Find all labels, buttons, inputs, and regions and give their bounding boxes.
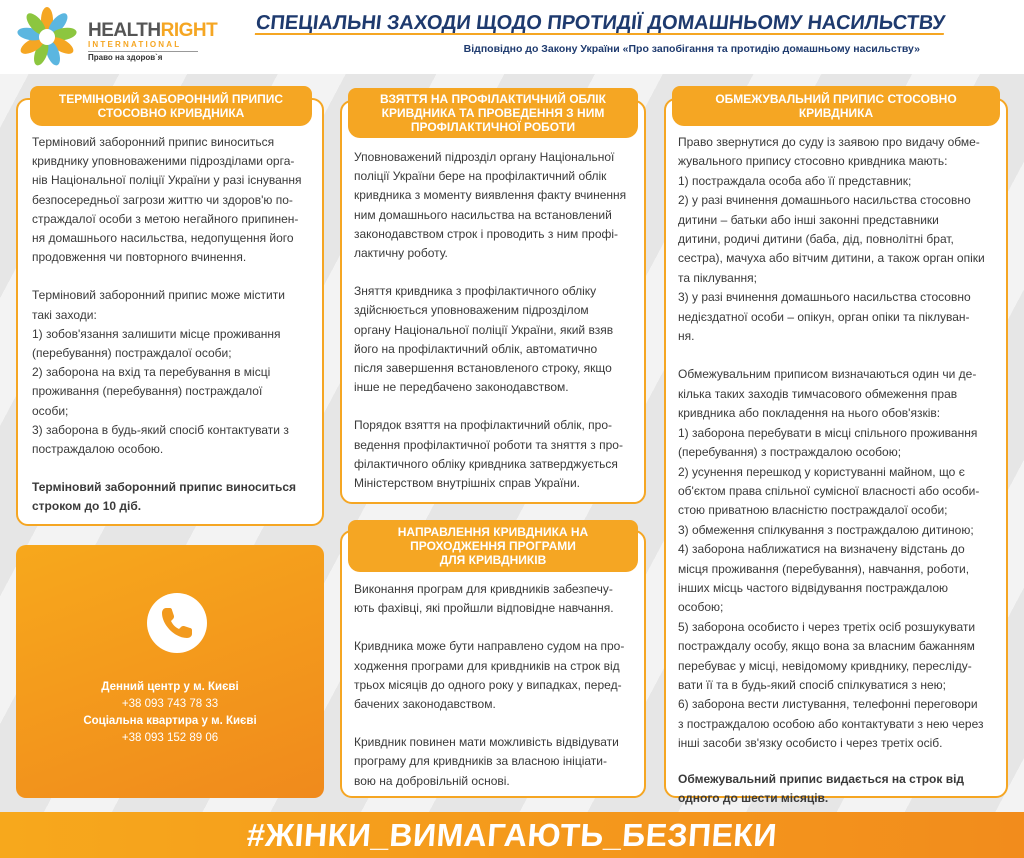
page-subtitle: Відповідно до Закону України «Про запобігання та протидію домашньому насильству» — [463, 43, 920, 55]
text-line: Обмежувальним приписом визначаються один чи де- — [678, 367, 977, 382]
text-line: Кривдника може бути направлено судом на про- — [354, 639, 625, 654]
page-title: СПЕЦІАЛЬНІ ЗАХОДИ ЩОДО ПРОТИДІЇ ДОМАШНЬОМУ НАСИЛЬСТВУ — [254, 12, 947, 34]
text-line: 2) усунення перешкод у користуванні майном, що є — [678, 464, 965, 479]
text-line: інші засоби зв'язку особисто і через третіх осіб. — [678, 736, 943, 751]
text-line: ведення профілактичної роботи та зняття з про- — [354, 437, 623, 452]
card-restrictive-order-body — [678, 133, 994, 808]
text-line: ним домашнього насильства на встановлений — [354, 207, 612, 222]
text-line: законодавством строк і проводить з ним профі- — [354, 226, 619, 241]
paragraph-bold — [32, 478, 312, 516]
social-flat-phone[interactable]: +38 093 152 89 06 — [121, 732, 219, 744]
title-line: КРИВДНИКА — [798, 106, 874, 120]
text-line: жувального припису стосовно кривдника мають: — [678, 154, 948, 169]
text-line: після завершення встановленого строку, якщо — [354, 361, 612, 376]
text-line: поліції України бере на профілактичний облік — [354, 169, 607, 184]
text-line: місця проживання (перебування), навчання, роботи, — [678, 561, 970, 576]
text-line: Уповноважений підрозділ органу Національної — [354, 150, 615, 164]
card-urgent-order-title — [30, 86, 312, 126]
paragraph — [354, 580, 636, 618]
text-line: та піклування; — [678, 270, 757, 285]
text-line: такі заходи: — [32, 307, 97, 322]
hands-logo-icon — [14, 6, 80, 68]
card-preventive-registration-body — [354, 148, 636, 493]
phone-icon — [146, 592, 208, 654]
text-line: постраждалою особою. — [32, 442, 164, 457]
text-line: особи; — [32, 403, 69, 418]
text-line: Порядок взяття на профілактичний облік, про- — [354, 418, 612, 433]
text-line: особою; — [678, 600, 724, 615]
paragraph — [678, 365, 994, 753]
text-line: (перебування) з постраждалою особою; — [678, 445, 902, 460]
text-line: страждалої особи з метою негайного припинен- — [32, 211, 299, 226]
text-line: кривдника з моменту виявлення факту вчинення — [354, 188, 627, 203]
text-line: Терміновий заборонний припис може містити — [32, 288, 285, 303]
contact-text — [16, 679, 324, 747]
footer-banner — [0, 812, 1024, 858]
header — [0, 0, 1024, 74]
title-line: ПРОХОДЖЕННЯ ПРОГРАМИ — [410, 539, 576, 553]
logo-international: INTERNATIONAL — [88, 40, 182, 49]
paragraph — [32, 286, 312, 459]
text-line: 6) заборона вести листування, телефонні переговори — [678, 697, 978, 712]
text-line: проживання (перебування) постраждалої — [32, 384, 263, 399]
text-line: кілька таких заходів тимчасового обмеження прав — [678, 386, 958, 401]
paragraph — [354, 148, 636, 263]
text-line: об'єктом права спільної сумісної власності або особи- — [678, 483, 980, 498]
text-line: програму для кривдників за власною ініціати- — [354, 754, 607, 769]
text-line: ходження програми для кривдників на строк від — [354, 658, 620, 673]
text-line: вати її та в будь-який спосіб спілкуватися з нею; — [678, 677, 946, 692]
logo-right: RIGHT — [160, 20, 218, 41]
day-center-phone[interactable]: +38 093 743 78 33 — [121, 698, 219, 710]
text-line: кривдника або покладення на нього обов'язків: — [678, 406, 941, 421]
healthright-logo — [88, 20, 218, 62]
text-line: кривднику уповноваженими підрозділами орга- — [32, 154, 295, 169]
contact-panel — [16, 545, 324, 798]
text-line: трьох місяців до одного року у випадках, перед- — [354, 677, 622, 692]
paragraph — [354, 733, 636, 791]
text-line: здійснюється уповноваженим підрозділом — [354, 303, 589, 318]
text-line: Терміновий заборонний припис виноситься — [32, 135, 275, 149]
text-line: ня. — [678, 329, 695, 344]
text-line: інше не передбачено законодавством. — [354, 380, 569, 395]
title-line: ТЕРМІНОВИЙ ЗАБОРОННИЙ ПРИПИС — [58, 92, 284, 106]
paragraph — [354, 416, 636, 493]
text-line: Терміновий заборонний припис виноситься — [32, 480, 297, 495]
text-line: продовження чи повторного вчинення. — [32, 250, 247, 265]
text-line: (перебування) постраждалої особи; — [32, 346, 232, 361]
text-line: дитини – батьки або інші законні представники — [678, 212, 939, 227]
text-line: недієздатної особи – опікун, орган опіки та піклуван- — [678, 309, 970, 324]
card-abuser-program-title — [348, 520, 638, 572]
text-line: ня домашнього насильства, недопущення його — [32, 231, 294, 246]
text-line: строком до 10 діб. — [32, 499, 142, 514]
text-line: 3) заборона в будь-який спосіб контактувати з — [32, 422, 289, 437]
text-line: 1) заборона перебувати в місці спільного проживання — [678, 425, 978, 440]
text-line: нів Національної поліції України у разі існування — [32, 173, 302, 188]
card-restrictive-order-title — [672, 86, 1000, 126]
text-line: постраждалу особу, якщо вона за власним бажанням — [678, 639, 975, 654]
text-line: 3) у разі вчинення домашнього насильства стосовно — [678, 290, 971, 305]
title-line: ДЛЯ КРИВДНИКІВ — [439, 553, 547, 567]
title-line: ПРОФІЛАКТИЧНОЇ РОБОТИ — [410, 120, 576, 134]
text-line: Кривдник повинен мати можливість відвідувати — [354, 735, 619, 750]
text-line: 5) заборона особисто і через третіх осіб розшукувати — [678, 619, 976, 634]
text-line: безпосередньої загрози життю чи здоров'ю по- — [32, 192, 293, 207]
text-line: його на профілактичний облік, автоматично — [354, 341, 598, 356]
paragraph — [32, 133, 312, 267]
day-center-label: Денний центр у м. Києві — [101, 681, 239, 693]
text-line: з постраждалою особою або контактувати з нею через — [678, 716, 984, 731]
text-line: лактичну роботу. — [354, 246, 448, 261]
title-line: ВЗЯТТЯ НА ПРОФІЛАКТИЧНИЙ ОБЛІК — [380, 92, 606, 106]
paragraph — [354, 282, 636, 397]
text-line: органу Національної поліції України, який взяв — [354, 322, 614, 337]
text-line: 3) обмеження спілкування з постраждалою дитиною; — [678, 522, 974, 537]
logo-health: HEALTH — [88, 20, 161, 41]
text-line: 1) зобов'язання залишити місце проживання — [32, 326, 281, 341]
text-line: 2) заборона на вхід та перебування в місці — [32, 365, 271, 380]
text-line: стою приватною власністю постраждалої особи; — [678, 503, 948, 518]
text-line: ють фахівці, які пройшли відповідне навчання. — [354, 601, 614, 616]
text-line: Виконання програм для кривдників забезпечу- — [354, 582, 613, 596]
card-preventive-registration-title — [348, 88, 638, 138]
text-line: філактичного обліку кривдника затверджується — [354, 456, 618, 471]
text-line: одного до шести місяців. — [678, 791, 829, 805]
text-line: Обмежувальний припис видається на строк від — [678, 771, 965, 786]
logo-tagline: Право на здоров`я — [88, 51, 198, 62]
text-line: Право звернутися до суду із заявою про видачу обме- — [678, 135, 980, 149]
title-line: СТОСОВНО КРИВДНИКА — [97, 106, 245, 120]
footer-hashtag: #ЖІНКИ_ВИМАГАЮТЬ_БЕЗПЕКИ — [245, 817, 779, 853]
text-line: 1) постраждала особа або її представник; — [678, 173, 912, 188]
text-line: перебуває у місці, невідомому кривднику, пересліду- — [678, 658, 972, 673]
text-line: 4) заборона наближатися на визначену відстань до — [678, 542, 965, 557]
card-urgent-order-body — [32, 133, 312, 517]
title-line: НАПРАВЛЕННЯ КРИВДНИКА НА — [397, 525, 589, 539]
text-line: 2) у разі вчинення домашнього насильства стосовно — [678, 193, 971, 208]
text-line: Зняття кривдника з профілактичного обліку — [354, 284, 597, 299]
social-flat-label: Соціальна квартира у м. Києві — [83, 715, 257, 727]
title-line: КРИВДНИКА ТА ПРОВЕДЕННЯ З НИМ — [381, 106, 605, 120]
text-line: інших місць частого відвідування постраждалою — [678, 580, 949, 595]
card-abuser-program-body — [354, 580, 636, 791]
text-line: вою на добровільній основі. — [354, 773, 510, 788]
text-line: бачених законодавством. — [354, 697, 496, 712]
paragraph — [678, 133, 994, 346]
text-line: Міністерством внутрішніх справ України. — [354, 476, 580, 491]
title-line: ОБМЕЖУВАЛЬНИЙ ПРИПИС СТОСОВНО — [715, 92, 957, 106]
text-line: дитини, родичі дитини (баба, дід, повнолітні брат, — [678, 232, 954, 247]
text-line: сестра), мачуха або вітчим дитини, а також орган опіки — [678, 251, 985, 266]
paragraph-bold — [678, 770, 994, 809]
paragraph — [354, 637, 636, 714]
